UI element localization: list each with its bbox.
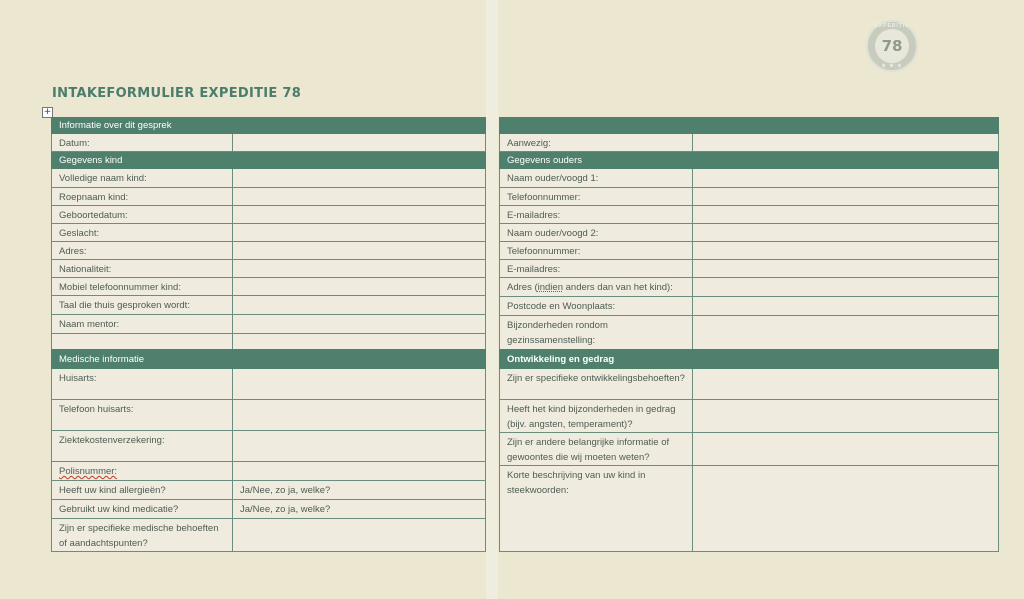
ouders-label: Naam ouder/voogd 1: (500, 169, 693, 188)
datum-label: Datum: (52, 134, 233, 152)
table-ontwikkeling-gedrag (499, 349, 999, 552)
ontwikkeling-label: Zijn er specifieke ontwikkelingsbehoeften? (500, 369, 693, 400)
kind-field[interactable] (233, 315, 486, 334)
ouders-label: Telefoonnummer: (500, 188, 693, 206)
ouders-field[interactable] (693, 297, 999, 316)
ouders-label: Adres (indien anders dan van het kind): (500, 278, 693, 297)
ontwikkeling-label: Korte beschrijving van uw kind in steekwoorden: (500, 466, 693, 552)
kind-label: Geslacht: (52, 224, 233, 242)
kind-field[interactable] (233, 188, 486, 206)
ontwikkeling-field[interactable] (693, 433, 999, 466)
medisch-field[interactable] (233, 431, 486, 462)
datum-field[interactable] (233, 134, 486, 152)
kind-label: Adres: (52, 242, 233, 260)
medisch-field[interactable] (233, 400, 486, 431)
medisch-label: Gebruikt uw kind medicatie? (52, 500, 233, 519)
ouders-label: E-mailadres: (500, 260, 693, 278)
kind-header: Gegevens kind (52, 153, 233, 169)
expeditie-78-logo (866, 20, 918, 72)
ontwikkeling-field[interactable] (693, 369, 999, 400)
medisch-header: Medische informatie (52, 350, 486, 369)
kind-label: Naam mentor: (52, 315, 233, 334)
table-aanwezig (499, 117, 999, 152)
medisch-label: Huisarts: (52, 369, 233, 400)
page-title: INTAKEFORMULIER EXPEDITIE 78 (52, 86, 302, 101)
medisch-label: Heeft uw kind allergieën? (52, 481, 233, 500)
ouders-header: Gegevens ouders (500, 153, 693, 169)
medisch-label: Polisnummer: (52, 462, 233, 481)
kind-field[interactable] (233, 278, 486, 296)
kind-label: Volledige naam kind: (52, 169, 233, 188)
ontwikkeling-field[interactable] (693, 466, 999, 552)
ouders-field[interactable] (693, 278, 999, 297)
table-gegevens-kind (51, 152, 486, 353)
aanwezig-header (500, 118, 999, 134)
aanwezig-label: Aanwezig: (500, 134, 693, 152)
ouders-label: Postcode en Woonplaats: (500, 297, 693, 316)
aanwezig-field[interactable] (693, 134, 999, 152)
ouders-field[interactable] (693, 188, 999, 206)
kind-field[interactable] (233, 224, 486, 242)
medisch-label: Zijn er specifieke medische behoeften of aandachtspunten? (52, 519, 233, 552)
kind-field[interactable] (233, 242, 486, 260)
ontwikkeling-field[interactable] (693, 400, 999, 433)
kind-field[interactable] (233, 169, 486, 188)
medisch-field[interactable] (233, 462, 486, 481)
medisch-label: Ziektekostenverzekering: (52, 431, 233, 462)
medisch-field[interactable]: Ja/Nee, zo ja, welke? (233, 481, 486, 500)
ouders-label: Bijzonderheden rondom gezinssamenstelling: (500, 316, 693, 354)
medisch-label: Telefoon huisarts: (52, 400, 233, 431)
info-header: Informatie over dit gesprek (52, 118, 486, 134)
ontwikkeling-label: Zijn er andere belangrijke informatie of gewoontes die wij moeten weten? (500, 433, 693, 466)
kind-label: Taal die thuis gesproken wordt: (52, 296, 233, 315)
ouders-label: Telefoonnummer: (500, 242, 693, 260)
kind-field[interactable] (233, 206, 486, 224)
ouders-field[interactable] (693, 206, 999, 224)
ouders-field[interactable] (693, 242, 999, 260)
kind-label: Mobiel telefoonnummer kind: (52, 278, 233, 296)
kind-label: Roepnaam kind: (52, 188, 233, 206)
logo-top-text: EXPEDITIE (874, 23, 910, 29)
medisch-field[interactable] (233, 369, 486, 400)
ouders-field[interactable] (693, 260, 999, 278)
table-info-gesprek (51, 117, 486, 152)
table-medische-informatie (51, 349, 486, 552)
kind-label: Geboortedatum: (52, 206, 233, 224)
ouders-field[interactable] (693, 169, 999, 188)
medisch-field[interactable] (233, 519, 486, 552)
page-gutter (486, 0, 498, 599)
ouders-field[interactable] (693, 224, 999, 242)
kind-field[interactable] (233, 296, 486, 315)
table-gegevens-ouders (499, 152, 999, 354)
ouders-label: Naam ouder/voogd 2: (500, 224, 693, 242)
kind-label: Nationaliteit: (52, 260, 233, 278)
ouders-label: E-mailadres: (500, 206, 693, 224)
kind-field[interactable] (233, 260, 486, 278)
logo-number: 78 (875, 29, 909, 63)
ontwikkeling-header: Ontwikkeling en gedrag (500, 350, 999, 369)
table-move-handle-icon[interactable]: + (43, 107, 52, 117)
ouders-field[interactable] (693, 316, 999, 354)
logo-bottom-text: ★ ★ ★ (881, 63, 903, 69)
ontwikkeling-label: Heeft het kind bijzonderheden in gedrag (bijv. angsten, temperament)? (500, 400, 693, 433)
medisch-field[interactable]: Ja/Nee, zo ja, welke? (233, 500, 486, 519)
